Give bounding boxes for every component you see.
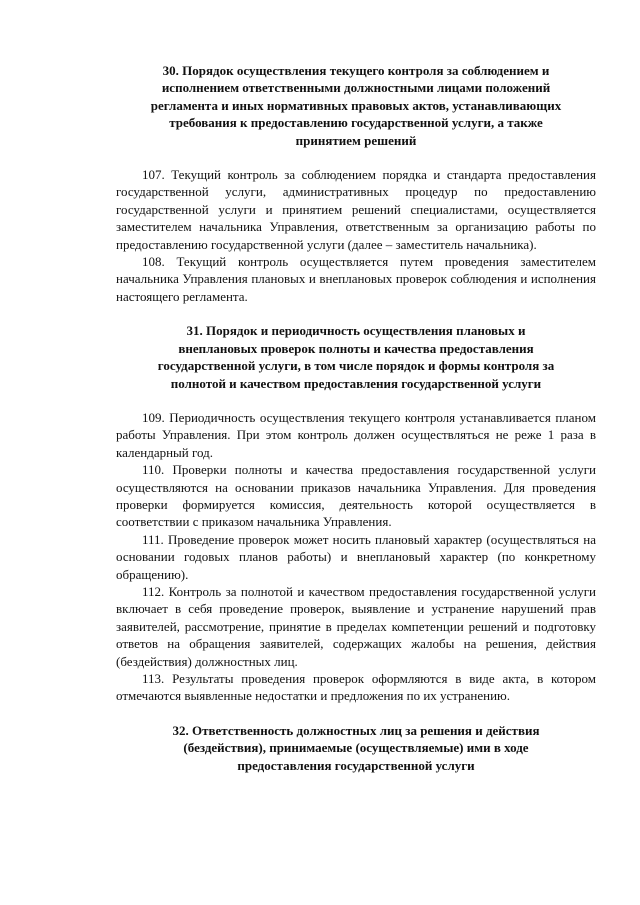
section-30-heading-line: регламента и иных нормативных правовых актов, устанавливающих	[150, 97, 562, 113]
document-page	[116, 62, 596, 774]
section-32-heading	[116, 722, 596, 774]
section-32-heading-line: 32. Ответственность должностных лиц за решения и действия	[172, 722, 540, 738]
section-31-heading	[116, 322, 596, 392]
section-31-heading-line: внеплановых проверок полноты и качества предоставления	[178, 340, 534, 356]
paragraph-110: 110. Проверки полноты и качества предоставления государственной услуги осуществляются на основании приказов начальника Управления. Для проведения проверки формируется комиссия, деятельность которой осуществляется в соответствии с приказом начальника Управления.	[116, 462, 596, 530]
paragraph-109: 109. Периодичность осуществления текущего контроля устанавливается планом работы Управления. При этом контроль должен осуществляться не реже 1 раза в календарный год.	[116, 409, 596, 460]
paragraph-108: 108. Текущий контроль осуществляется путем проведения заместителем начальника Управления плановых и внеплановых проверок соблюдения и исполнения настоящего регламента.	[116, 254, 596, 304]
paragraph-112: 112. Контроль за полнотой и качеством предоставления государственной услуги включает в себя проведение проверок, выявление и устранение нарушений прав заявителей, рассмотрение, принятие в пределах компетенции решений и подготовку ответов на обращения заявителей, содержащих жалобы на решения, действия (бездействия) должностных лиц.	[116, 583, 596, 669]
section-32-heading-line: (бездействия), принимаемые (осуществляемые) ими в ходе	[183, 740, 529, 756]
section-30-heading-line: требования к предоставлению государственной услуги, а также	[169, 115, 543, 131]
section-30-heading-line: исполнением ответственными должностными лицами положений	[161, 80, 551, 96]
section-31-heading-line: 31. Порядок и периодичность осуществления плановых и	[186, 323, 526, 339]
paragraph-107: 107. Текущий контроль за соблюдением порядка и стандарта предоставления государственной услуги, административных процедур по предоставлению государственной услуги и принятием решений специалистами, осуществляется заместителем начальника Управления, ответственным за организацию работы по предоставлению государственной услуги (далее – заместитель начальника).	[116, 167, 596, 252]
paragraph-113: 113. Результаты проведения проверок оформляются в виде акта, в котором отмечаются выявленные недостатки и предложения по их устранению.	[116, 671, 596, 704]
section-30-heading	[116, 62, 596, 149]
section-32-heading-line: предоставления государственной услуги	[237, 757, 475, 773]
section-31-heading-line: полнотой и качеством предоставления государственной услуги	[170, 375, 542, 391]
section-30-heading-line: 30. Порядок осуществления текущего контроля за соблюдением и	[162, 63, 550, 78]
paragraph-111: 111. Проведение проверок может носить плановый характер (осуществляться на основании годовых планов работы) и внеплановый характер (по конкретному обращению).	[116, 531, 596, 582]
section-30-heading-line: принятием решений	[295, 132, 417, 148]
section-31-heading-line: государственной услуги, в том числе порядок и формы контроля за	[157, 358, 555, 374]
